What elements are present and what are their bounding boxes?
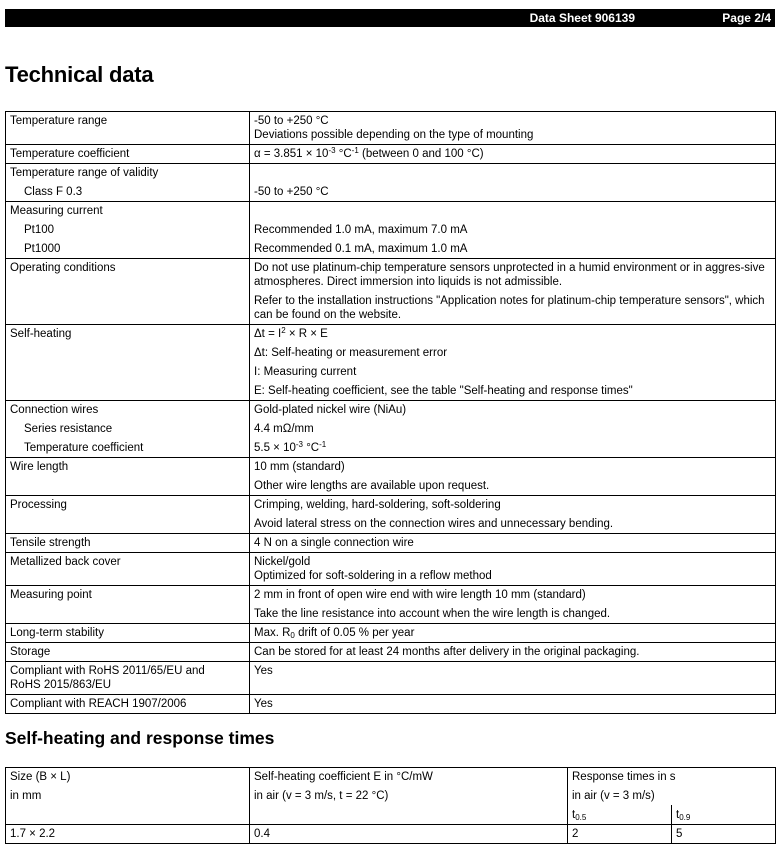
row-value: 2 mm in front of open wire end with wire length 10 mm (standard) Take the line resistance into account when the wire length is changed.: [250, 586, 776, 624]
section-title: Self-heating and response times: [5, 728, 275, 748]
table-row-wire-length: [6, 458, 776, 496]
row-value: $\Delta t = I^2 \times R \times E$ Δt: Self-heating or measurement error I: Measuring current E: Self-heating coefficient, see the table "Self-heating and response times": [250, 325, 776, 401]
header-t09: $t_{0.9}$: [672, 805, 776, 825]
row-value: Nickel/gold Optimized for soft-soldering in a reflow method: [250, 553, 776, 586]
row-label: Self-heating: [6, 325, 250, 401]
table-row-measuring-current: [6, 202, 776, 259]
table-row-connection-wires: [6, 401, 776, 458]
cell-size: 1.7 × 2.2: [6, 825, 250, 844]
row-value: Recommended 1.0 mA, maximum 7.0 mA Recommended 0.1 mA, maximum 1.0 mA: [250, 202, 776, 259]
row-value: Yes: [250, 695, 776, 714]
table-row-reach: [6, 695, 776, 714]
header-coefficient: Self-heating coefficient E in °C/mW in air (v = 3 m/s, t = 22 °C): [250, 768, 568, 825]
table-row-storage: [6, 643, 776, 662]
table-row: [6, 825, 776, 844]
row-value: Max. $R_0$ drift of 0.05 % per year: [250, 624, 776, 643]
row-value: Crimping, welding, hard-soldering, soft-soldering Avoid lateral stress on the connection wires and unnecessary bending.: [250, 496, 776, 534]
technical-data-table: [5, 111, 776, 714]
table-row-self-heating: [6, 325, 776, 401]
row-label: Measuring current Pt100 Pt1000: [6, 202, 250, 259]
data-sheet-number: Data Sheet 906139: [529, 11, 635, 25]
table-row-temperature-coefficient: [6, 145, 776, 164]
table-row-tensile-strength: [6, 534, 776, 553]
table-header-row: [6, 768, 776, 806]
cell-coefficient: 0.4: [250, 825, 568, 844]
page-header-bar: [5, 9, 775, 27]
table-row-back-cover: [6, 553, 776, 586]
row-value: -50 to +250 °C Deviations possible depending on the type of mounting: [250, 112, 776, 145]
row-label: Long-term stability: [6, 624, 250, 643]
page-title: Technical data: [5, 62, 154, 87]
row-label: Measuring point: [6, 586, 250, 624]
row-value: Yes: [250, 662, 776, 695]
row-value: $\alpha = 3.851 \times 10^{-3}$ $^\circ C^{-1}$ (between 0 and 100 °C): [250, 145, 776, 164]
page-number: Page 2/4: [722, 11, 771, 25]
self-heating-table: [5, 767, 776, 844]
row-value: 4 N on a single connection wire: [250, 534, 776, 553]
row-label: Operating conditions: [6, 259, 250, 325]
header-t05: $t_{0.5}$: [568, 805, 672, 825]
table-row-temperature-range-validity: [6, 164, 776, 202]
row-label: Metallized back cover: [6, 553, 250, 586]
row-value: Do not use platinum-chip temperature sensors unprotected in a humid environment or in aggres-sive atmospheres. Direct immersion into liquids is not admissible. Refer to the installation instructions "Application notes for platinum-chip temperature sensors", which can be found on the website.: [250, 259, 776, 325]
row-value: -50 to +250 °C: [250, 164, 776, 202]
table-row-measuring-point: [6, 586, 776, 624]
row-label: Processing: [6, 496, 250, 534]
row-label: Compliant with RoHS 2011/65/EU and RoHS 2015/863/EU: [6, 662, 250, 695]
row-label: Connection wires Series resistance Temperature coefficient: [6, 401, 250, 458]
row-value: Can be stored for at least 24 months after delivery in the original packaging.: [250, 643, 776, 662]
row-label: Storage: [6, 643, 250, 662]
header-size: Size (B × L) in mm: [6, 768, 250, 825]
cell-t09: 5: [672, 825, 776, 844]
row-label: Wire length: [6, 458, 250, 496]
table-row-processing: [6, 496, 776, 534]
header-response-times: Response times in s in air (v = 3 m/s): [568, 768, 776, 806]
row-label: Temperature range of validity Class F 0.3: [6, 164, 250, 202]
row-label: Temperature range: [6, 112, 250, 145]
row-value: 10 mm (standard) Other wire lengths are available upon request.: [250, 458, 776, 496]
table-row-long-term-stability: [6, 624, 776, 643]
table-row-temperature-range: [6, 112, 776, 145]
cell-t05: 2: [568, 825, 672, 844]
row-label: Temperature coefficient: [6, 145, 250, 164]
table-row-operating-conditions: [6, 259, 776, 325]
table-row-rohs: [6, 662, 776, 695]
row-label: Tensile strength: [6, 534, 250, 553]
row-value: Gold-plated nickel wire (NiAu) 4.4 mΩ/mm $5.5 \times 10^{-3}$ $^\circ C^{-1}$: [250, 401, 776, 458]
row-label: Compliant with REACH 1907/2006: [6, 695, 250, 714]
